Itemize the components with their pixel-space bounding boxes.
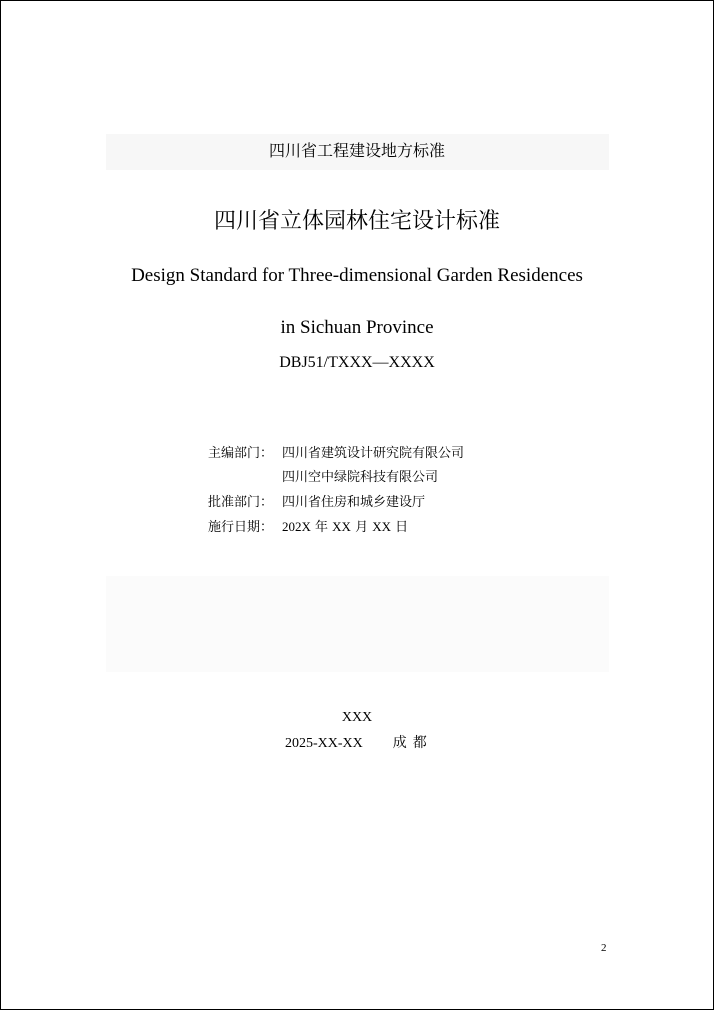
effective-day: XX [372,519,391,534]
year-char: 年 [310,520,333,535]
standard-title-cn: 四川省立体园林住宅设计标准 [213,209,500,234]
approver-row [208,494,425,512]
month-char: 月 [350,520,373,535]
day-char: 日 [390,520,409,535]
series-title: 四川省工程建设地方标准 [268,141,445,160]
approver-label: 批准部门： [208,495,274,510]
publish-city: 成都 [392,735,433,751]
standard-title-en-line2: in Sichuan Province [280,317,434,338]
editor-org-2: 四川空中绿院科技有限公司 [282,470,439,485]
effective-month: XX [332,519,351,534]
editor-label: 主编部门： [208,446,274,461]
publish-date: 2025-XX-XX [285,736,363,751]
effective-year: 202X [282,519,311,534]
effective-date-row [208,518,408,537]
blank-shading [106,576,609,672]
editor-org-1: 四川省建筑设计研究院有限公司 [282,446,465,461]
effective-date-label: 施行日期： [208,520,274,535]
editor-row-1 [208,445,464,463]
standard-title-en-line1: Design Standard for Three-dimensional Garden Residences [131,265,583,286]
approver-org: 四川省住房和城乡建设厅 [282,495,426,510]
publisher-name: XXX [341,710,373,725]
standard-code: DBJ51/TXXX—XXXX [279,354,435,371]
publish-date-place [285,734,433,753]
page-number: 2 [601,942,607,954]
editor-row-2 [208,469,438,487]
